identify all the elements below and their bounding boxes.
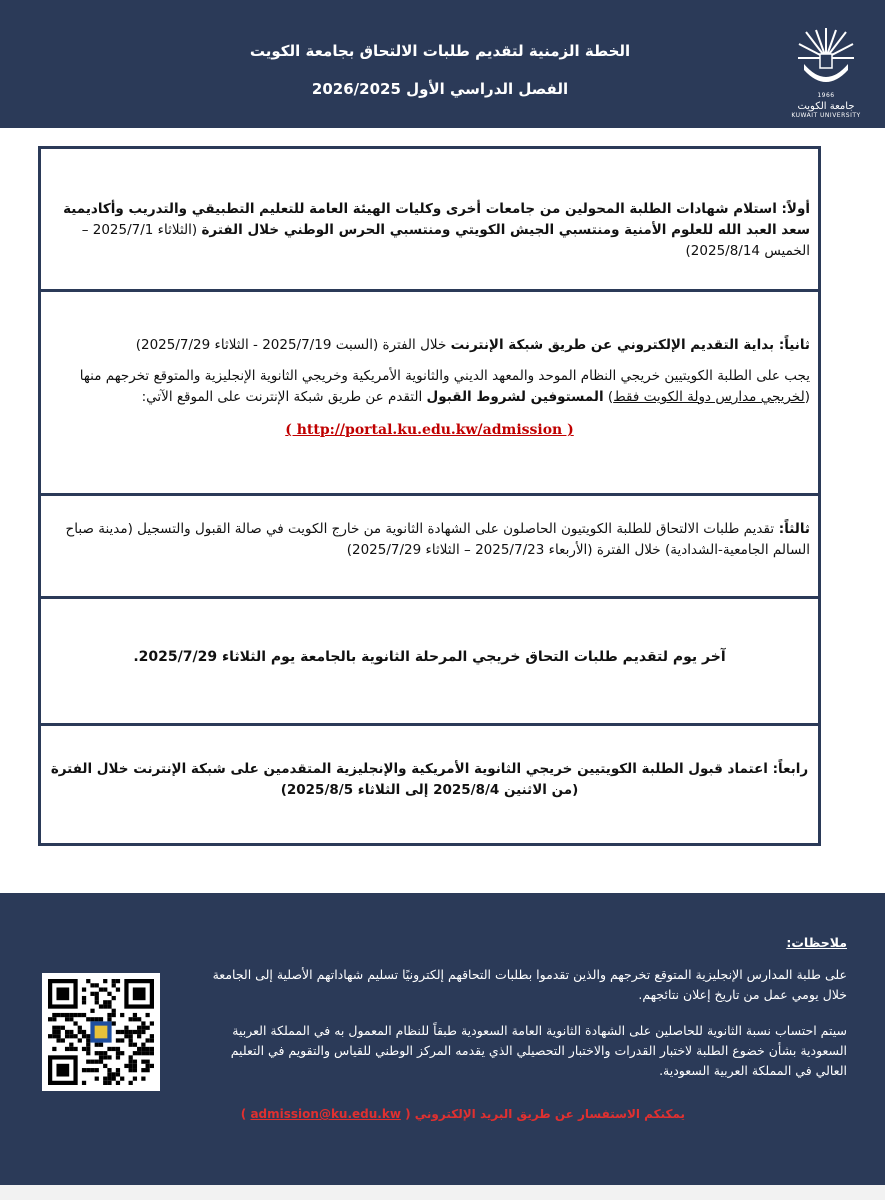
logo-name-ar: جامعة الكويت xyxy=(797,101,855,112)
divider xyxy=(41,289,818,292)
page-bottom-strip xyxy=(0,1185,885,1200)
note-first: على طلبة المدارس الإنجليزية المتوقع تخرجهم والذين تقدموا بطلبات التحاقهم إلكترونيًا تسليم شهاداتهم الأصلية إلى الجامعة خلال يومي عمل من تاريخ إعلان نتائجهم. xyxy=(212,967,847,1002)
schedule-box xyxy=(38,146,821,846)
section-first-period: (الثلاثاء 2025/7/1 – الخميس 2025/8/14) xyxy=(81,222,810,259)
section-second-lead: ثانياً: بداية التقديم الإلكتروني عن طريق شبكة الإنترنت xyxy=(450,337,810,353)
header-banner xyxy=(0,0,885,128)
section-third-text: تقديم طلبات الالتحاق للطلبة الكويتيون الحاصلون على الشهادة الثانوية من خارج الكويت في صالة القبول والتسجيل (مدينة صباح السالم الجامعية-الشدادية) خلال الفترة (الأربعاء 2025/7/23 – الثلاثاء 2025/7/29) xyxy=(65,521,810,558)
contact-line xyxy=(241,1107,685,1121)
contact-suffix: ) xyxy=(240,1107,247,1121)
note-second: سيتم احتساب نسبة الثانوية للحاصلين على الشهادة الثانوية العامة السعودية طبقاً للنظام المعمول به في المملكة العربية السعودية بشأن خضوع الطلبة لاختبار القدرات والاختبار التحصيلي الذي يقدمه المركز الوطني للقياس والتقويم في التعليم العالي في المملكة العربية السعودية. xyxy=(230,1023,847,1078)
divider xyxy=(41,596,818,599)
section-second-body-bold: المستوفين لشروط القبول xyxy=(426,389,604,405)
section-second-body-underlined: لخريجي مدارس دولة الكويت فقط xyxy=(613,389,805,405)
logo-emblem-icon xyxy=(796,24,856,92)
section-second-body-a: يجب على الطلبة الكويتيين خريجي النظام الموحد والمعهد الديني والثانوية الأمريكية وخريجي الثانوية الإنجليزية والمتوقع تخرجهم منها ( xyxy=(79,368,810,405)
section-second-body-c: التقدم عن طريق شبكة الإنترنت على الموقع الآتي: xyxy=(141,389,427,405)
logo-name-en: KUWAIT UNIVERSITY xyxy=(791,112,861,119)
contact-prefix: يمكنكم الاستفسار عن طريق البريد الإلكتروني ( xyxy=(405,1107,685,1121)
qr-code-icon xyxy=(48,979,154,1085)
university-logo xyxy=(781,24,871,124)
section-first-lead: أولاً: xyxy=(776,201,810,217)
section-first xyxy=(41,199,818,262)
page-title: الخطة الزمنية لتقديم طلبات الالتحاق بجامعة الكويت xyxy=(249,42,631,60)
admission-portal-link[interactable]: ( http://portal.ku.edu.kw/admission ) xyxy=(285,422,574,438)
logo-year: 1966 xyxy=(817,92,835,99)
section-third-lead: ثالثاً: xyxy=(774,521,810,537)
divider xyxy=(41,723,818,726)
section-third xyxy=(41,519,818,561)
section-fourth-line2: (من الاثنين 2025/8/4 إلى الثلاثاء 2025/8/5) xyxy=(280,782,579,798)
contact-email-link[interactable]: admission@ku.edu.kw xyxy=(250,1107,401,1121)
section-second-body-b: ) xyxy=(603,389,614,405)
notes-footer xyxy=(0,893,885,1185)
section-second xyxy=(41,335,818,441)
semester-title: الفصل الدراسي الأول 2026/2025 xyxy=(311,80,569,98)
section-fourth xyxy=(41,759,818,801)
divider xyxy=(41,493,818,496)
section-last-day: آخر يوم لتقديم طلبات التحاق خريجي المرحلة الثانوية بالجامعة يوم الثلاثاء 2025/7/29. xyxy=(133,649,726,665)
qr-code[interactable] xyxy=(42,973,160,1091)
section-first-text: استلام شهادات الطلبة المحولين من جامعات أخرى وكليات الهيئة العامة للتعليم التطبيقي والتدريب وأكاديمية سعد العبد الله للعلوم الأمنية ومنتسبي الجيش الكويتي ومنتسبي الحرس الوطني خلال الفترة xyxy=(63,201,810,238)
notes-heading: ملاحظات: xyxy=(786,935,847,950)
section-second-period: خلال الفترة (السبت 2025/7/19 - الثلاثاء 2025/7/29) xyxy=(135,337,451,353)
section-fourth-line1: رابعاً: اعتماد قبول الطلبة الكويتيين خريجي الثانوية الأمريكية والإنجليزية المتقدمين على شبكة الإنترنت خلال الفترة xyxy=(50,761,809,777)
